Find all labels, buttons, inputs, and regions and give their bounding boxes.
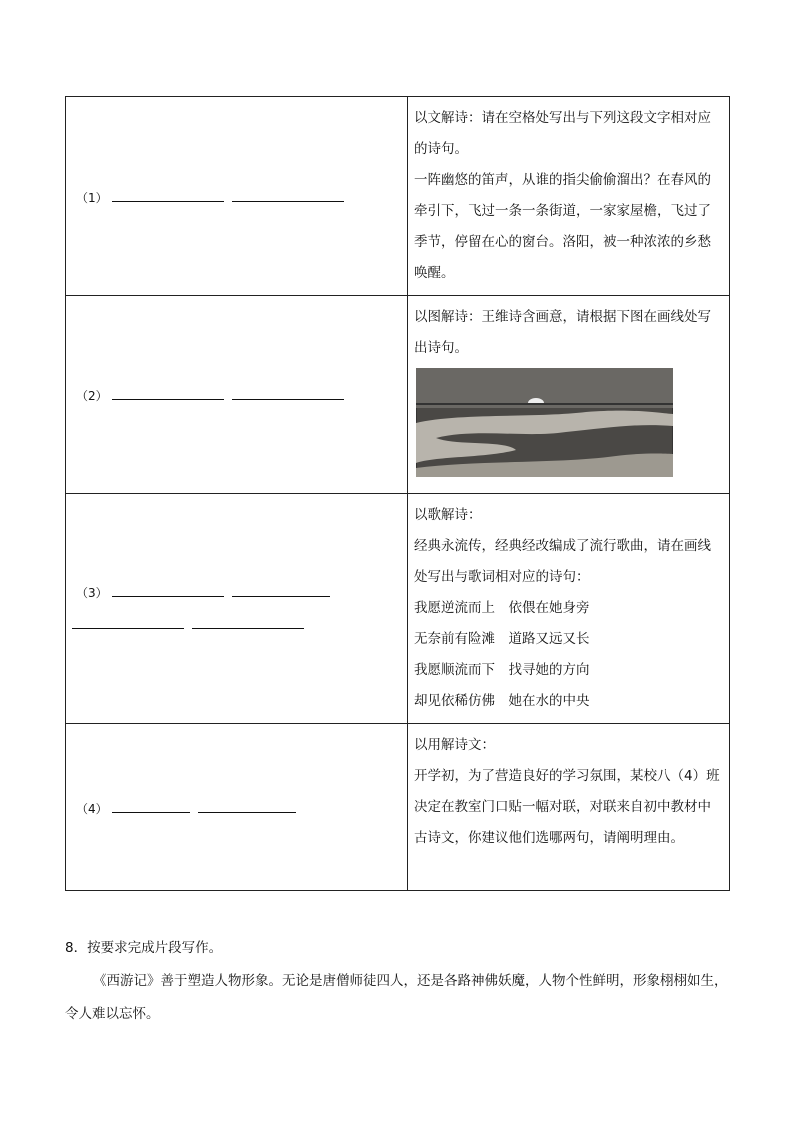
answer-blank[interactable] bbox=[112, 385, 224, 400]
item-number: （4） bbox=[76, 801, 108, 816]
answer-blank[interactable] bbox=[192, 614, 304, 629]
prompt-cell-2 bbox=[408, 296, 730, 494]
prompt-line: 出诗句。 bbox=[414, 340, 468, 356]
prompt-line: 唤醒。 bbox=[414, 265, 455, 281]
answer-blank[interactable] bbox=[112, 187, 224, 202]
answer-blank[interactable] bbox=[232, 187, 344, 202]
answer-cell-4 bbox=[66, 724, 408, 891]
sunset-river-picture bbox=[416, 368, 673, 477]
prompt-line: 开学初，为了营造良好的学习氛围，某校八（4）班 bbox=[414, 768, 720, 784]
table-row bbox=[66, 97, 730, 296]
prompt-line: 以图解诗：王维诗含画意，请根据下图在画线处写 bbox=[414, 309, 711, 325]
prompt-line: 牵引下，飞过一条一条街道，一家家屋檐，飞过了 bbox=[414, 203, 711, 219]
prompt-cell-3 bbox=[408, 494, 730, 724]
answer-blank[interactable] bbox=[72, 614, 184, 629]
answer-blank[interactable] bbox=[232, 385, 344, 400]
lyric-line: 我愿逆流而上 依偎在她身旁 bbox=[414, 600, 590, 616]
answer-blank[interactable] bbox=[112, 798, 190, 813]
table-row bbox=[66, 296, 730, 494]
answer-cell-1 bbox=[66, 97, 408, 296]
prompt-line: 一阵幽悠的笛声，从谁的指尖偷偷溜出？在春风的 bbox=[414, 172, 711, 188]
prompt-cell-1 bbox=[408, 97, 730, 296]
lyric-line: 却见依稀仿佛 她在水的中央 bbox=[414, 693, 590, 709]
prompt-line: 经典永流传，经典经改编成了流行歌曲，请在画线 bbox=[414, 538, 711, 554]
item-number: （1） bbox=[76, 190, 108, 205]
question-8 bbox=[65, 932, 735, 1031]
prompt-cell-4 bbox=[408, 724, 730, 891]
prompt-line: 以文解诗：请在空格处写出与下列这段文字相对应 bbox=[414, 110, 711, 126]
lyric-line: 无奈前有险滩 道路又远又长 bbox=[414, 631, 590, 647]
answer-cell-2 bbox=[66, 296, 408, 494]
question-8-body: 《西游记》善于塑造人物形象。无论是唐僧师徒四人，还是各路神佛妖魔，人物个性鲜明，形象栩栩如生，令人难以忘怀。 bbox=[65, 973, 728, 1022]
lyric-line: 我愿顺流而下 找寻她的方向 bbox=[414, 662, 590, 678]
item-number: （3） bbox=[76, 585, 108, 600]
answer-blank[interactable] bbox=[198, 798, 296, 813]
prompt-line: 以用解诗文： bbox=[414, 737, 495, 753]
table-row bbox=[66, 494, 730, 724]
answer-blank[interactable] bbox=[112, 582, 224, 597]
prompt-line: 的诗句。 bbox=[414, 141, 468, 157]
item-number: （2） bbox=[76, 389, 108, 403]
table-row bbox=[66, 724, 730, 891]
poetry-table bbox=[65, 96, 730, 891]
prompt-line: 决定在教室门口贴一幅对联，对联来自初中教材中 bbox=[414, 799, 711, 815]
prompt-line: 处写出与歌词相对应的诗句： bbox=[414, 569, 590, 585]
prompt-line: 以歌解诗： bbox=[414, 507, 482, 523]
prompt-line: 季节，停留在心的窗台。洛阳，被一种浓浓的乡愁 bbox=[414, 234, 711, 250]
prompt-line: 古诗文，你建议他们选哪两句，请阐明理由。 bbox=[414, 830, 684, 846]
answer-blank[interactable] bbox=[232, 582, 330, 597]
answer-cell-3 bbox=[66, 494, 408, 724]
question-8-title: 8．按要求完成片段写作。 bbox=[65, 940, 223, 956]
